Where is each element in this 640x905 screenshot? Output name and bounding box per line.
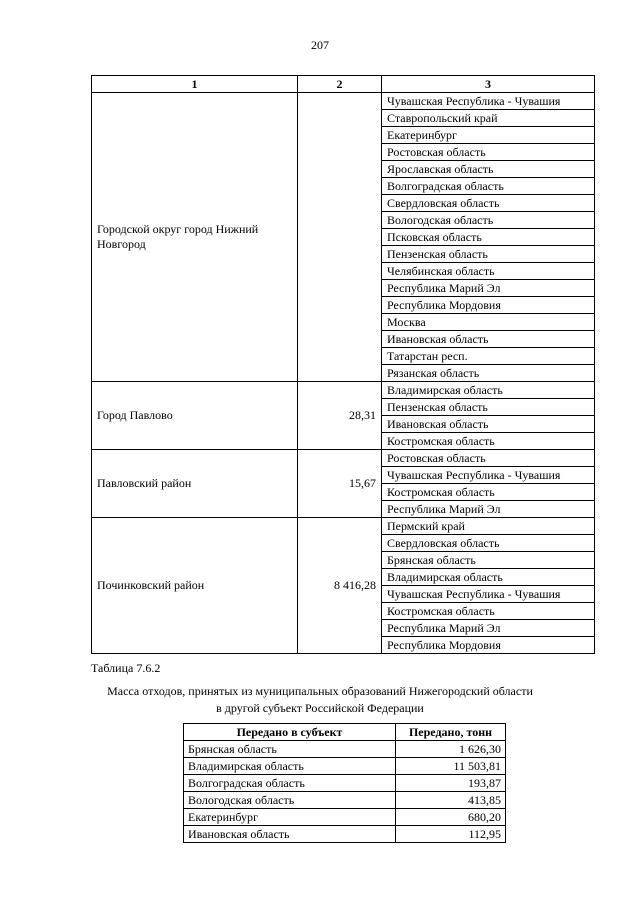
table-row [92,518,595,535]
destination-region: Ярославская область [382,161,595,178]
transfer-table-body [184,741,506,843]
destination-region: Екатеринбург [382,127,595,144]
main-table-body [92,93,595,654]
destination-region: Ростовская область [382,144,595,161]
table-row [92,93,595,110]
municipality-name: Починковский район [92,518,298,654]
destination-region: Костромская область [382,603,595,620]
destination-region: Волгоградская область [382,178,595,195]
municipality-value [298,93,382,382]
destination-region: Пензенская область [382,399,595,416]
subject-name: Ивановская область [184,826,396,843]
destination-region: Татарстан респ. [382,348,595,365]
tons-value: 112,95 [396,826,506,843]
tons-value: 193,87 [396,775,506,792]
transfer-table [183,723,506,843]
municipality-name: Павловский район [92,450,298,518]
main-table-header-col2: 2 [298,76,382,93]
table-row [92,450,595,467]
tons-value: 11 503,81 [396,758,506,775]
destination-region: Костромская область [382,484,595,501]
municipality-name: Городской округ город Нижний Новгород [92,93,298,382]
transfer-table-header-row [184,724,506,741]
destination-region: Москва [382,314,595,331]
main-table-header-col1: 1 [92,76,298,93]
subject-name: Волгоградская область [184,775,396,792]
page-number: 207 [311,38,329,52]
subject-name: Екатеринбург [184,809,396,826]
destination-region: Челябинская область [382,263,595,280]
destination-region: Свердловская область [382,195,595,212]
destination-region: Пензенская область [382,246,595,263]
destination-region: Свердловская область [382,535,595,552]
tons-value: 1 626,30 [396,741,506,758]
municipality-name: Город Павлово [92,382,298,450]
main-table-header-col3: 3 [382,76,595,93]
subject-name: Владимирская область [184,758,396,775]
table-row [184,741,506,758]
destination-region: Республика Марий Эл [382,501,595,518]
destination-region: Ставропольский край [382,110,595,127]
destination-region: Рязанская область [382,365,595,382]
transfer-table-header-tons: Передано, тонн [396,724,506,741]
table-row [184,809,506,826]
destination-region: Республика Мордовия [382,637,595,654]
table-caption: Таблица 7.6.2 [91,661,161,675]
table-row [184,775,506,792]
destination-region: Вологодская область [382,212,595,229]
destination-region: Пермский край [382,518,595,535]
transfer-table-header-subject: Передано в субъект [184,724,396,741]
destination-region: Псковская область [382,229,595,246]
destination-region: Чувашская Республика - Чувашия [382,467,595,484]
municipality-value: 8 416,28 [298,518,382,654]
destination-region: Владимирская область [382,569,595,586]
table-row [92,382,595,399]
subject-name: Брянская область [184,741,396,758]
destination-region: Республика Марий Эл [382,620,595,637]
destination-region: Ивановская область [382,331,595,348]
destination-region: Чувашская Республика - Чувашия [382,93,595,110]
tons-value: 680,20 [396,809,506,826]
table-row [184,826,506,843]
table-title-line1: Масса отходов, принятых из муниципальных образований Нижегородский области [107,684,533,698]
main-table [91,75,595,654]
destination-region: Республика Мордовия [382,297,595,314]
destination-region: Республика Марий Эл [382,280,595,297]
destination-region: Ивановская область [382,416,595,433]
main-table-header-row [92,76,595,93]
municipality-value: 15,67 [298,450,382,518]
tons-value: 413,85 [396,792,506,809]
destination-region: Владимирская область [382,382,595,399]
destination-region: Ростовская область [382,450,595,467]
table-title-line2: в другой субъект Российской Федерации [216,701,424,715]
destination-region: Чувашская Республика - Чувашия [382,586,595,603]
table-row [184,758,506,775]
municipality-value: 28,31 [298,382,382,450]
table-row [184,792,506,809]
destination-region: Брянская область [382,552,595,569]
destination-region: Костромская область [382,433,595,450]
subject-name: Вологодская область [184,792,396,809]
